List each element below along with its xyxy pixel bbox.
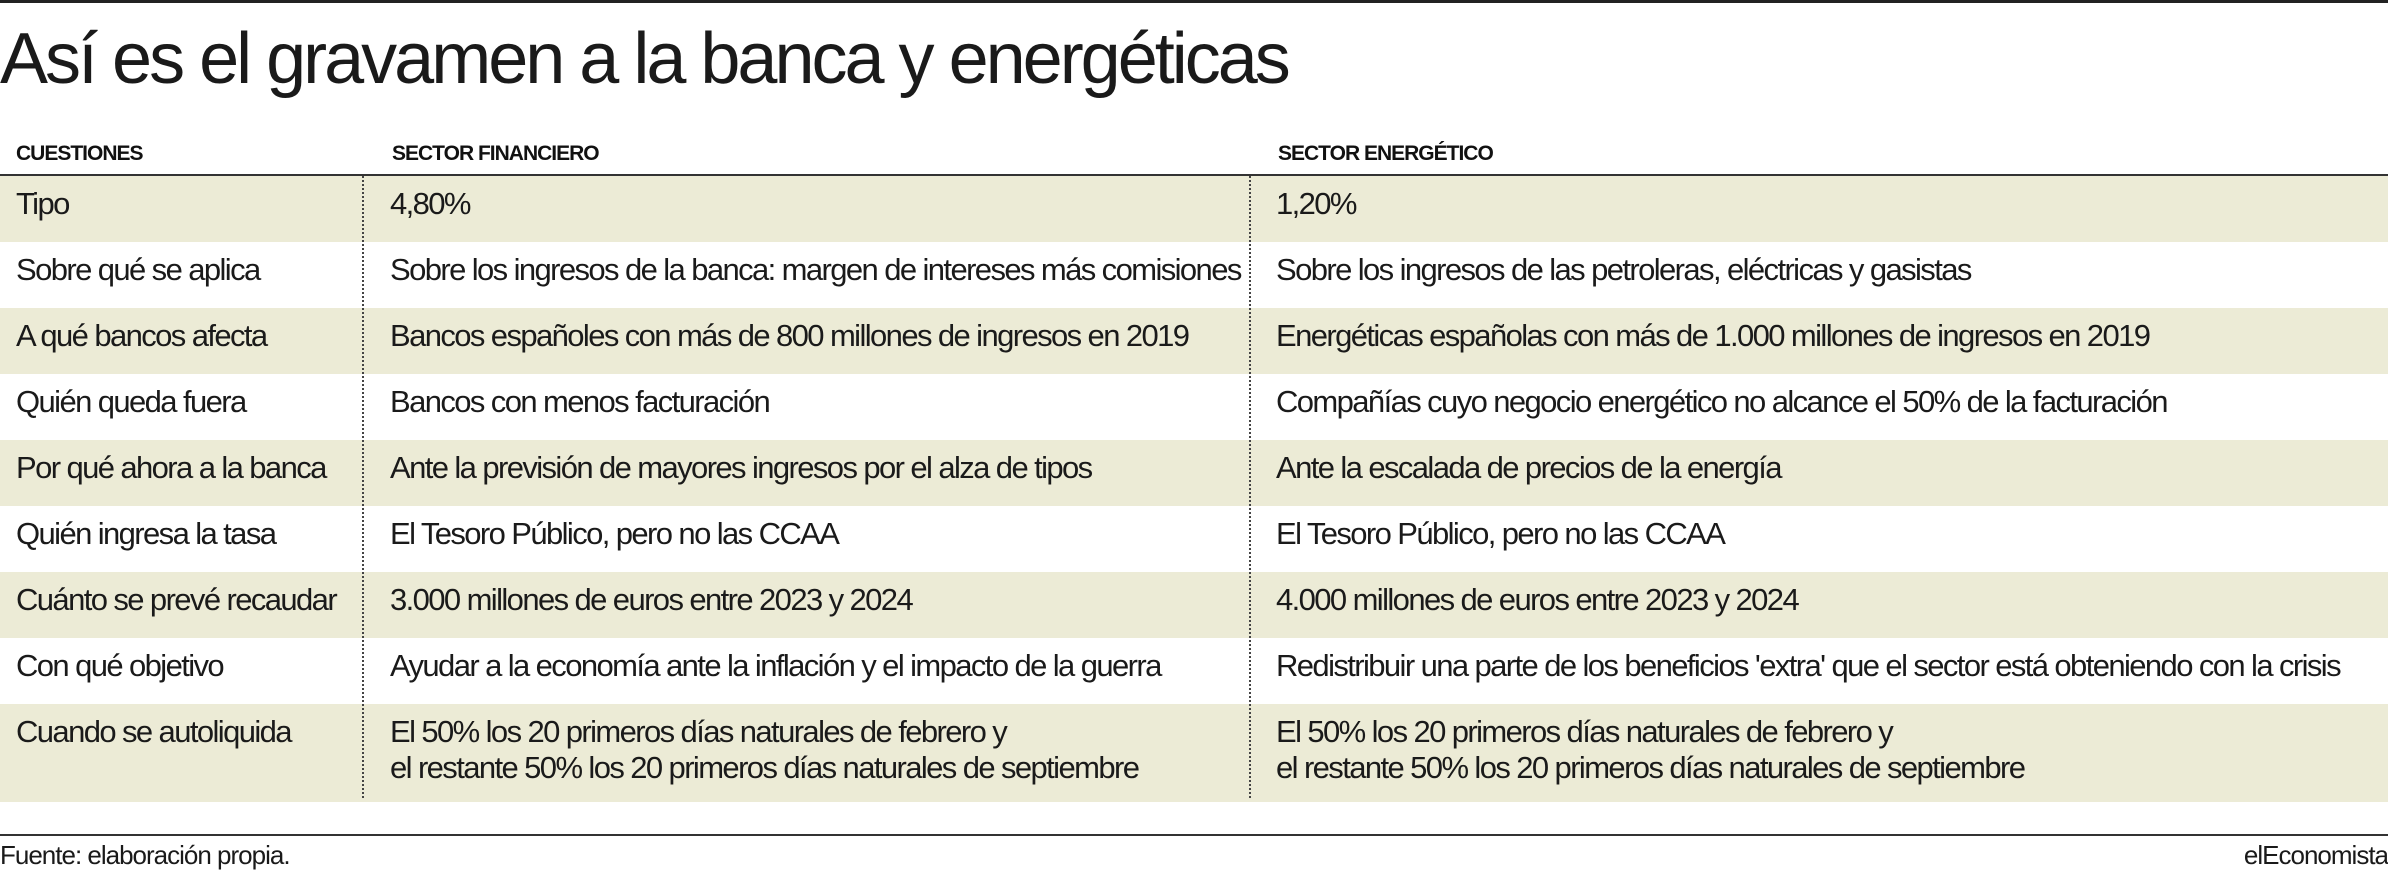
cell-energetico: Redistribuir una parte de los beneficios 'extra' que el sector está obteniendo con la crisis <box>1276 648 2340 683</box>
cell-energetico: Compañías cuyo negocio energético no alcance el 50% de la facturación <box>1276 384 2167 419</box>
cell-financiero: 4,80% <box>390 186 470 221</box>
cell-cuestion: Cuando se autoliquida <box>16 714 291 749</box>
cell-financiero: Ayudar a la economía ante la inflación y el impacto de la guerra <box>390 648 1161 683</box>
cell-financiero: Ante la previsión de mayores ingresos por el alza de tipos <box>390 450 1092 485</box>
cell-financiero: 3.000 millones de euros entre 2023 y 2024 <box>390 582 913 617</box>
cell-energetico-line-1: El 50% los 20 primeros días naturales de febrero y <box>1276 714 1893 749</box>
cell-energetico: Energéticas españolas con más de 1.000 millones de ingresos en 2019 <box>1276 318 2150 353</box>
cell-cuestion: A qué bancos afecta <box>16 318 267 353</box>
cell-cuestion: Quién ingresa la tasa <box>16 516 276 551</box>
cell-financiero: El Tesoro Público, pero no las CCAA <box>390 516 839 551</box>
top-rule <box>0 0 2388 3</box>
source-note: Fuente: elaboración propia. <box>0 840 290 870</box>
header-sector-energetico: SECTOR ENERGÉTICO <box>1278 142 1493 165</box>
cell-energetico: El Tesoro Público, pero no las CCAA <box>1276 516 1725 551</box>
cell-energetico: Sobre los ingresos de las petroleras, eléctricas y gasistas <box>1276 252 1971 287</box>
cell-cuestion: Con qué objetivo <box>16 648 224 683</box>
cell-financiero: Sobre los ingresos de la banca: margen de intereses más comisiones <box>390 252 1241 287</box>
header-cuestiones: CUESTIONES <box>16 142 143 165</box>
table-row <box>0 440 2388 506</box>
cell-energetico: Ante la escalada de precios de la energía <box>1276 450 1781 485</box>
comparison-table <box>0 132 2388 802</box>
table-row <box>0 572 2388 638</box>
table-row <box>0 308 2388 374</box>
table-row <box>0 374 2388 440</box>
table-header <box>0 132 2388 176</box>
cell-energetico: 4.000 millones de euros entre 2023 y 2024 <box>1276 582 1799 617</box>
cell-financiero-line-1: El 50% los 20 primeros días naturales de febrero y <box>390 714 1007 749</box>
cell-cuestion: Por qué ahora a la banca <box>16 450 326 485</box>
cell-financiero <box>390 714 1138 786</box>
table-row <box>0 638 2388 704</box>
page-title: Así es el gravamen a la banca y energéticas <box>0 19 1288 99</box>
header-sector-financiero: SECTOR FINANCIERO <box>392 142 599 165</box>
cell-financiero-line-2: el restante 50% los 20 primeros días naturales de septiembre <box>390 750 1139 785</box>
cell-cuestion: Sobre qué se aplica <box>16 252 260 287</box>
column-divider <box>1249 176 1251 798</box>
cell-energetico: 1,20% <box>1276 186 1356 221</box>
brand-logo: elEconomista <box>2243 840 2388 870</box>
cell-cuestion: Tipo <box>16 186 69 221</box>
cell-financiero: Bancos españoles con más de 800 millones de ingresos en 2019 <box>390 318 1189 353</box>
cell-cuestion: Cuánto se prevé recaudar <box>16 582 337 617</box>
table-row <box>0 242 2388 308</box>
table-row <box>0 176 2388 242</box>
table-body <box>0 176 2388 802</box>
cell-energetico <box>1276 714 2024 786</box>
bottom-rule <box>0 834 2388 836</box>
cell-energetico-line-2: el restante 50% los 20 primeros días naturales de septiembre <box>1276 750 2025 785</box>
table-row <box>0 506 2388 572</box>
column-divider <box>362 176 364 798</box>
cell-financiero: Bancos con menos facturación <box>390 384 770 419</box>
table-row <box>0 704 2388 802</box>
cell-cuestion: Quién queda fuera <box>16 384 246 419</box>
